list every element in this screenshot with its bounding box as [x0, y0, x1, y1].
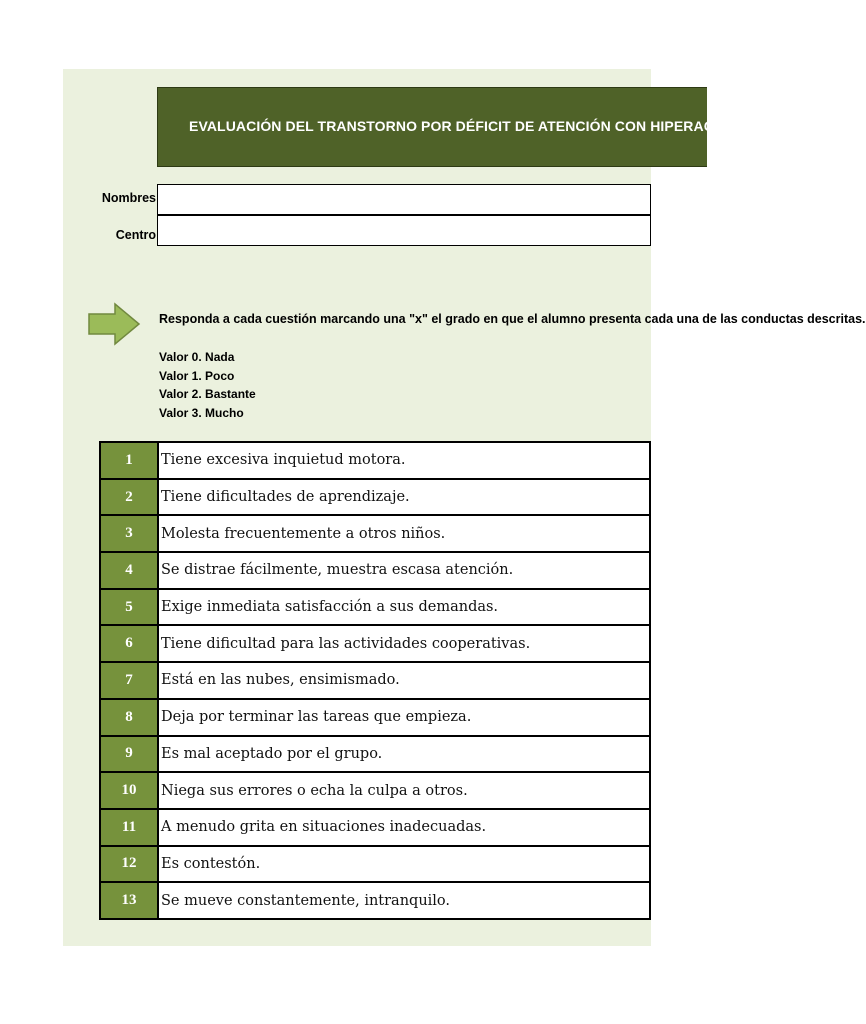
center-field[interactable] [157, 215, 651, 246]
table-row [100, 479, 650, 516]
questions-table [99, 441, 651, 920]
question-text[interactable]: Molesta frecuentemente a otros niños. [158, 515, 650, 552]
question-number: 5 [100, 589, 158, 626]
question-text[interactable]: Se distrae fácilmente, muestra escasa atención. [158, 552, 650, 589]
question-number: 10 [100, 772, 158, 809]
question-text[interactable]: A menudo grita en situaciones inadecuadas. [158, 809, 650, 846]
table-row [100, 662, 650, 699]
question-number: 11 [100, 809, 158, 846]
question-number: 6 [100, 625, 158, 662]
question-number: 9 [100, 736, 158, 773]
table-row [100, 882, 650, 919]
question-text[interactable]: Niega sus errores o echa la culpa a otros. [158, 772, 650, 809]
table-row [100, 772, 650, 809]
table-row [100, 736, 650, 773]
instructions-text: Responda a cada cuestión marcando una "x" el grado en que el alumno presenta cada una de las conductas descritas. [159, 312, 866, 326]
question-number: 8 [100, 699, 158, 736]
right-arrow-icon [88, 303, 140, 345]
table-row [100, 552, 650, 589]
page-title: EVALUACIÓN DEL TRANSTORNO POR DÉFICIT DE ATENCIÓN CON HIPERACTIVIDAD [189, 118, 771, 134]
scale-item: Valor 0. Nada [159, 350, 235, 364]
table-row [100, 442, 650, 479]
question-number: 13 [100, 882, 158, 919]
scale-legend [159, 348, 256, 422]
center-label: Centro [115, 228, 156, 242]
table-row [100, 846, 650, 883]
question-text[interactable]: Deja por terminar las tareas que empieza. [158, 699, 650, 736]
name-label: Nombres [101, 191, 156, 205]
question-number: 3 [100, 515, 158, 552]
scale-item: Valor 1. Poco [159, 368, 235, 383]
scale-item: Valor 3. Mucho [159, 405, 244, 420]
question-text[interactable]: Tiene dificultad para las actividades cooperativas. [158, 625, 650, 662]
question-number: 12 [100, 846, 158, 883]
title-banner [157, 87, 771, 167]
table-row [100, 589, 650, 626]
question-number: 4 [100, 552, 158, 589]
scale-item: Valor 2. Bastante [159, 387, 256, 401]
question-text[interactable]: Tiene dificultades de aprendizaje. [158, 479, 650, 516]
question-number: 2 [100, 479, 158, 516]
name-field[interactable] [157, 184, 651, 215]
question-text[interactable]: Es mal aceptado por el grupo. [158, 736, 650, 773]
table-row [100, 625, 650, 662]
table-row [100, 809, 650, 846]
question-text[interactable]: Exige inmediata satisfacción a sus demandas. [158, 589, 650, 626]
question-number: 7 [100, 662, 158, 699]
question-text[interactable]: Se mueve constantemente, intranquilo. [158, 882, 650, 919]
question-text[interactable]: Está en las nubes, ensimismado. [158, 662, 650, 699]
question-text[interactable]: Es contestón. [158, 846, 650, 883]
table-row [100, 515, 650, 552]
question-number: 1 [100, 442, 158, 479]
table-row [100, 699, 650, 736]
question-text[interactable]: Tiene excesiva inquietud motora. [158, 442, 650, 479]
instructions-container [159, 312, 866, 332]
